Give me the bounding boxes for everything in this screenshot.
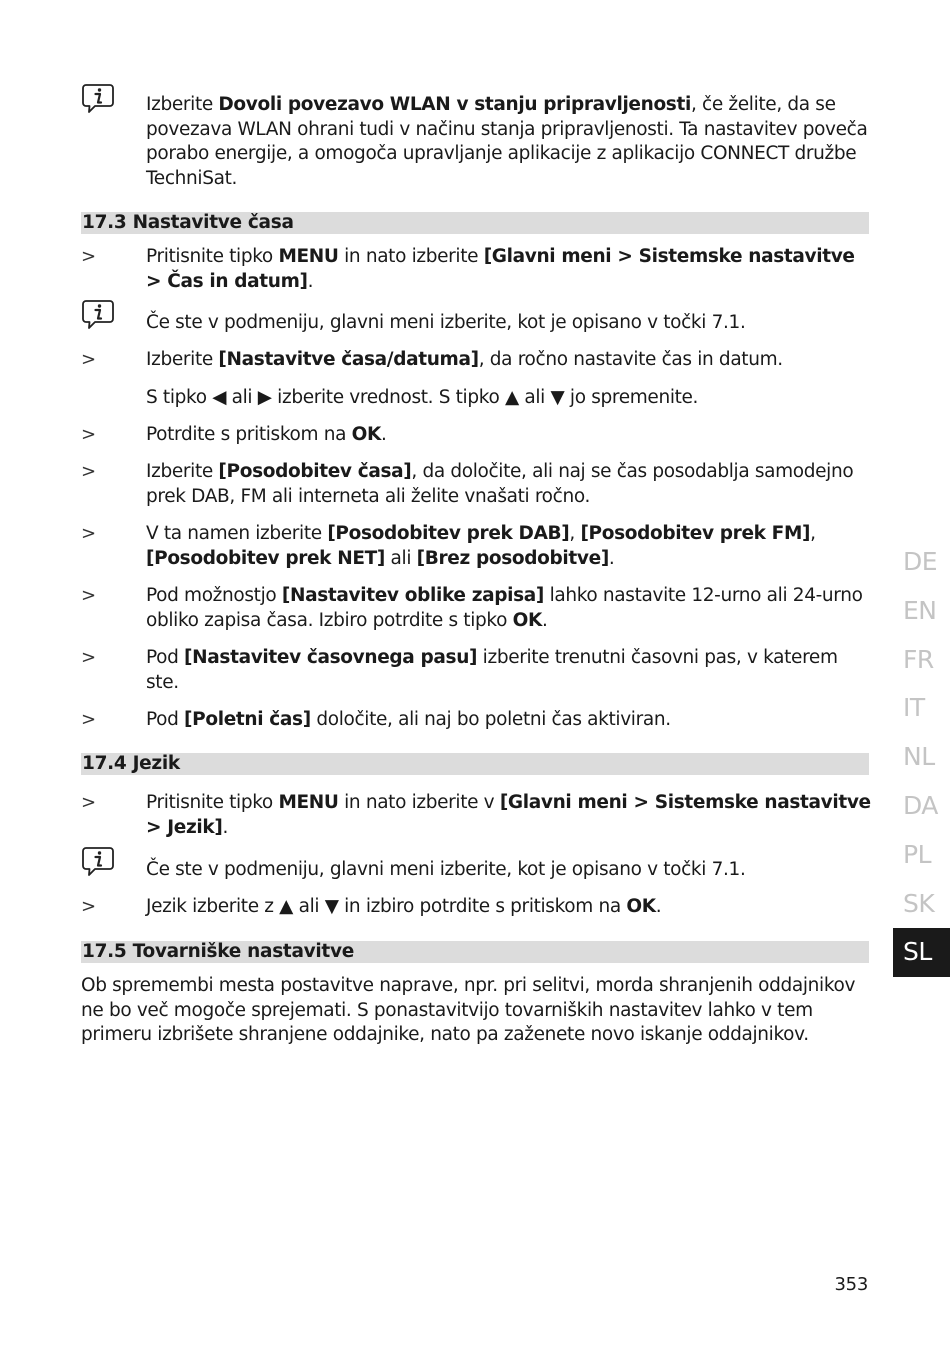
bullet-marker: >	[81, 461, 96, 482]
down-arrow-icon: ▼	[324, 896, 339, 917]
up-arrow-icon: ▲	[279, 896, 294, 917]
language-tab-en[interactable]: EN	[903, 595, 937, 625]
bullet-marker: >	[81, 523, 96, 544]
bullet-marker: >	[81, 647, 96, 668]
language-tab-pl[interactable]: PL	[903, 839, 932, 869]
section-body: Ob spremembi mesta postavitve naprave, npr. pri selitvi, morda shranjenih oddajnikov ne bo več mogoče sprejemati. S ponastavitvijo tovarniških nastavitev lahko v tem primeru izbrišete shranjene oddajnike, nato pa zaženete novo iskanje oddajnikov.	[81, 975, 856, 1045]
bullet-marker: >	[81, 246, 96, 267]
bullet-marker: >	[81, 792, 96, 813]
down-arrow-icon: ▼	[550, 387, 565, 408]
bullet-marker: >	[81, 349, 96, 370]
language-tab-fr[interactable]: FR	[903, 644, 934, 674]
language-tab-nl[interactable]: NL	[903, 742, 935, 772]
bullet-marker: >	[81, 896, 96, 917]
language-tab-de[interactable]: DE	[903, 547, 938, 576]
info-icon	[81, 845, 115, 877]
language-tab-da[interactable]: DA	[903, 790, 938, 820]
bullet-marker: >	[81, 585, 96, 606]
info-icon	[81, 82, 115, 114]
language-tab-it[interactable]: IT	[903, 693, 925, 723]
section-heading-17-3: 17.3 Nastavitve časa	[81, 212, 869, 234]
section-heading-17-5: 17.5 Tovarniške nastavitve	[81, 941, 869, 963]
bullet-marker: >	[81, 709, 96, 730]
up-arrow-icon: ▲	[504, 387, 519, 408]
bullet-marker: >	[81, 424, 96, 445]
left-arrow-icon: ◀	[212, 387, 227, 408]
right-arrow-icon: ▶	[257, 387, 272, 408]
section-heading-17-4: 17.4 Jezik	[81, 753, 869, 775]
info-icon	[81, 298, 115, 330]
page-number: 353	[834, 1274, 868, 1295]
language-tab-sl[interactable]: SL	[893, 928, 950, 977]
language-tabs	[893, 538, 950, 977]
language-tab-sk[interactable]: SK	[903, 888, 935, 918]
